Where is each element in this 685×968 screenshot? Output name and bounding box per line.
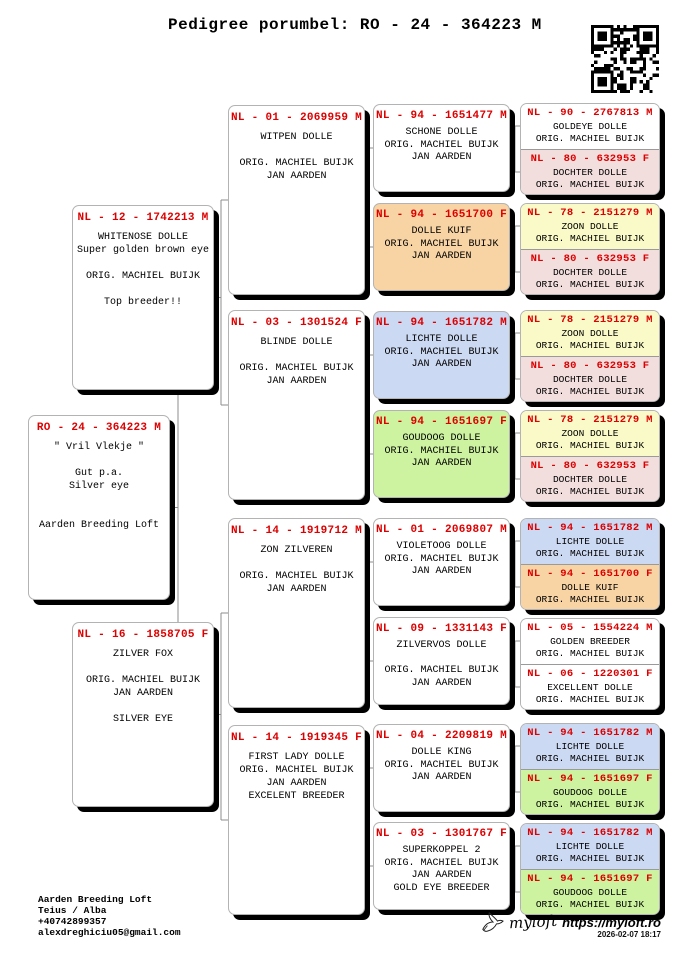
ring-number: NL - 06 - 1220301 F xyxy=(527,668,653,680)
pedigree-box xyxy=(228,105,365,295)
pedigree-text-line: ORIG. MACHIEL BUIJK xyxy=(535,853,645,864)
pedigree-text-line: ORIG. MACHIEL BUIJK xyxy=(384,759,499,771)
pedigree-text-line: ORIG. MACHIEL BUIJK xyxy=(535,233,645,244)
pedigree-text-line: GOLDEN BREEDER xyxy=(550,636,630,647)
pedigree-text-line: VIOLETOOG DOLLE xyxy=(396,541,487,552)
pedigree-text-line: ORIG. MACHIEL BUIJK xyxy=(535,340,645,351)
pedigree-box xyxy=(373,617,510,705)
pedigree-text-line: GOLDEYE DOLLE xyxy=(552,121,628,132)
pedigree-text-line: JAN AARDEN xyxy=(411,772,472,783)
pedigree-text-line: EXCELENT BREEDER xyxy=(248,791,345,802)
pedigree-text-line: DOLLE KUIF xyxy=(411,226,472,237)
ring-number: RO - 24 - 364223 M xyxy=(36,422,162,434)
pedigree-text-line: JAN AARDEN xyxy=(266,376,327,387)
pedigree-text-line xyxy=(229,349,364,362)
ring-number: NL - 94 - 1651782 M xyxy=(375,317,508,329)
pedigree-text-line: ZILVER FOX xyxy=(112,649,173,660)
pedigree-text-line xyxy=(29,493,169,506)
pedigree-box xyxy=(228,518,365,708)
ring-number: NL - 80 - 632953 F xyxy=(530,460,650,472)
pedigree-text-line: FIRST LADY DOLLE xyxy=(248,752,345,763)
pedigree-box xyxy=(373,822,510,910)
pedigree-text-line xyxy=(29,506,169,519)
pedigree-box xyxy=(521,724,659,769)
pedigree-box xyxy=(72,622,214,807)
pedigree-text-line: ORIG. MACHIEL BUIJK xyxy=(535,279,645,290)
pedigree-text-line: DOLLE KUIF xyxy=(561,582,619,593)
pedigree-box xyxy=(521,104,659,149)
pedigree-text-line: ORIG. MACHIEL BUIJK xyxy=(85,675,201,686)
page-title: Pedigree porumbel: RO - 24 - 364223 M xyxy=(168,16,542,34)
pedigree-text-line: ZON ZILVEREN xyxy=(260,545,333,556)
pedigree-box-pair xyxy=(520,823,660,915)
ring-number: NL - 90 - 2767813 M xyxy=(527,107,653,119)
ring-number: NL - 80 - 632953 F xyxy=(530,253,650,265)
breeder-loft-name: Aarden Breeding Loft xyxy=(38,894,153,905)
pedigree-box xyxy=(521,249,659,295)
pedigree-text-line: LICHTE DOLLE xyxy=(555,536,625,547)
pedigree-text-line: ZOON DOLLE xyxy=(561,428,619,439)
ring-number: NL - 94 - 1651697 F xyxy=(375,416,508,428)
ring-number: NL - 94 - 1651782 M xyxy=(527,827,653,839)
ring-number: NL - 94 - 1651782 M xyxy=(527,727,653,739)
ring-number: NL - 78 - 2151279 M xyxy=(527,414,653,426)
pedigree-text-line: JAN AARDEN xyxy=(411,359,472,370)
pedigree-box xyxy=(521,519,659,564)
pedigree-text-line: ORIG. MACHIEL BUIJK xyxy=(239,571,354,582)
breeder-email: alexdreghiciu05@gmail.com xyxy=(38,927,181,938)
pedigree-text-line: ZILVERVOS DOLLE xyxy=(396,640,487,651)
pigeon-logo-icon xyxy=(480,911,504,933)
pedigree-box-pair xyxy=(520,723,660,815)
pedigree-text-line xyxy=(374,653,509,666)
pedigree-text-line: JAN AARDEN xyxy=(266,778,327,789)
ring-number: NL - 78 - 2151279 M xyxy=(527,314,653,326)
pedigree-box xyxy=(228,310,365,500)
pedigree-box xyxy=(373,203,510,291)
ring-number: NL - 14 - 1919345 F xyxy=(230,732,363,744)
pedigree-box xyxy=(521,619,659,664)
myloft-url-link[interactable]: https://myloft.ro xyxy=(562,914,661,930)
pedigree-text-line: ORIG. MACHIEL BUIJK xyxy=(535,799,645,810)
pedigree-text-line: ORIG. MACHIEL BUIJK xyxy=(535,440,645,451)
ring-number: NL - 94 - 1651700 F xyxy=(375,209,508,221)
pedigree-box xyxy=(521,149,659,195)
pedigree-text-line: ORIG. MACHIEL BUIJK xyxy=(384,238,499,250)
pedigree-text-line: JAN AARDEN xyxy=(411,870,472,881)
pedigree-box xyxy=(521,664,659,710)
pedigree-box-pair xyxy=(520,203,660,295)
pedigree-text-line xyxy=(73,700,213,713)
pedigree-box-pair xyxy=(520,310,660,402)
myloft-logo-text: myloft xyxy=(508,911,558,933)
pedigree-text-line: JAN AARDEN xyxy=(266,584,327,595)
ring-number: NL - 80 - 632953 F xyxy=(530,360,650,372)
breeder-contact-info xyxy=(38,894,181,938)
breeder-location: Teius / Alba xyxy=(38,905,107,916)
pedigree-text-line: " Vril Vlekje " xyxy=(53,442,144,453)
pedigree-box xyxy=(521,456,659,502)
pedigree-text-line: SCHONE DOLLE xyxy=(405,127,478,138)
pedigree-text-line: ORIG. MACHIEL BUIJK xyxy=(535,386,645,397)
pedigree-text-line: BLINDE DOLLE xyxy=(260,337,333,348)
pedigree-text-line: LICHTE DOLLE xyxy=(555,741,625,752)
pedigree-text-line: DOCHTER DOLLE xyxy=(552,374,628,385)
pedigree-text-line: JAN AARDEN xyxy=(411,152,472,163)
pedigree-box xyxy=(373,104,510,192)
pedigree-text-line: GOLD EYE BREEDER xyxy=(393,882,490,894)
pedigree-text-line: Super golden brown eye xyxy=(76,245,210,256)
pedigree-text-line: ORIG. MACHIEL BUIJK xyxy=(535,648,645,659)
pedigree-text-line: ORIG. MACHIEL BUIJK xyxy=(535,594,645,605)
pedigree-box xyxy=(72,205,214,390)
pedigree-box xyxy=(521,769,659,815)
pedigree-text-line xyxy=(73,283,213,296)
pedigree-text-line: Top breeder!! xyxy=(103,297,182,308)
pedigree-box xyxy=(521,204,659,249)
pedigree-text-line: ORIG. MACHIEL BUIJK xyxy=(535,899,645,910)
pedigree-text-line: JAN AARDEN xyxy=(411,566,472,577)
pedigree-text-line: ORIG. MACHIEL BUIJK xyxy=(384,346,499,358)
pedigree-box xyxy=(521,311,659,356)
pedigree-box-pair xyxy=(520,518,660,610)
pedigree-text-line: ORIG. MACHIEL BUIJK xyxy=(535,179,645,190)
pedigree-text-line: SILVER EYE xyxy=(112,714,173,725)
pedigree-text-line xyxy=(229,144,364,157)
pedigree-text-line: Gut p.a. xyxy=(74,468,123,479)
ring-number: NL - 16 - 1858705 F xyxy=(77,629,209,641)
pedigree-box xyxy=(373,311,510,399)
pedigree-text-line: ORIG. MACHIEL BUIJK xyxy=(239,765,354,776)
ring-number: NL - 94 - 1651697 F xyxy=(527,773,653,785)
pedigree-text-line: GOUDOOG DOLLE xyxy=(552,887,628,898)
pedigree-box-pair xyxy=(520,410,660,502)
pedigree-box xyxy=(521,411,659,456)
pedigree-text-line: ORIG. MACHIEL BUIJK xyxy=(384,445,499,457)
pedigree-text-line: WHITENOSE DOLLE xyxy=(97,232,188,243)
pedigree-text-line: ORIG. MACHIEL BUIJK xyxy=(239,158,354,169)
pedigree-text-line: ZOON DOLLE xyxy=(561,221,619,232)
pedigree-text-line: ORIG. MACHIEL BUIJK xyxy=(384,665,499,676)
pedigree-box-pair xyxy=(520,103,660,195)
ring-number: NL - 09 - 1331143 F xyxy=(375,623,508,635)
pedigree-text-line: DOCHTER DOLLE xyxy=(552,167,628,178)
ring-number: NL - 05 - 1554224 M xyxy=(527,622,653,634)
pedigree-box xyxy=(28,415,170,600)
pedigree-box xyxy=(373,410,510,498)
pedigree-text-line xyxy=(229,557,364,570)
ring-number: NL - 78 - 2151279 M xyxy=(527,207,653,219)
pedigree-box-pair xyxy=(520,618,660,710)
pedigree-text-line: GOUDOOG DOLLE xyxy=(402,433,481,444)
pedigree-text-line: ORIG. MACHIEL BUIJK xyxy=(535,548,645,559)
generation-timestamp: 2026-02-07 18:17 xyxy=(597,930,661,939)
pedigree-text-line: ORIG. MACHIEL BUIJK xyxy=(239,363,354,374)
pedigree-text-line: SUPERKOPPEL 2 xyxy=(402,845,481,856)
pedigree-text-line: JAN AARDEN xyxy=(411,677,472,689)
pedigree-text-line: ORIG. MACHIEL BUIJK xyxy=(384,857,499,869)
pedigree-text-line: ZOON DOLLE xyxy=(561,328,619,339)
pedigree-text-line: EXCELLENT DOLLE xyxy=(547,682,633,693)
pedigree-text-line: WITPEN DOLLE xyxy=(260,132,333,143)
ring-number: NL - 94 - 1651697 F xyxy=(527,873,653,885)
pedigree-box xyxy=(373,724,510,812)
pedigree-box xyxy=(521,356,659,402)
pedigree-text-line: ORIG. MACHIEL BUIJK xyxy=(535,753,645,764)
pedigree-text-line: DOCHTER DOLLE xyxy=(552,267,628,278)
ring-number: NL - 03 - 1301524 F xyxy=(230,317,363,329)
pedigree-box xyxy=(521,824,659,869)
pedigree-box xyxy=(521,564,659,610)
pedigree-text-line: ORIG. MACHIEL BUIJK xyxy=(384,553,499,565)
pedigree-text-line: LICHTE DOLLE xyxy=(405,334,478,345)
ring-number: NL - 01 - 2069807 M xyxy=(375,524,508,536)
pedigree-text-line: JAN AARDEN xyxy=(112,688,173,699)
ring-number: NL - 94 - 1651782 M xyxy=(527,522,653,534)
ring-number: NL - 14 - 1919712 M xyxy=(230,525,363,537)
pedigree-box xyxy=(228,725,365,915)
ring-number: NL - 12 - 1742213 M xyxy=(77,212,209,224)
pedigree-text-line: ORIG. MACHIEL BUIJK xyxy=(535,133,645,144)
pedigree-text-line: DOLLE KING xyxy=(411,747,472,758)
pedigree-text-line xyxy=(73,661,213,674)
pedigree-text-line: JAN AARDEN xyxy=(411,251,472,262)
pedigree-text-line: ORIG. MACHIEL BUIJK xyxy=(535,486,645,497)
pedigree-text-line: Aarden Breeding Loft xyxy=(38,520,160,531)
pedigree-box xyxy=(521,869,659,915)
pedigree-text-line: Silver eye xyxy=(68,481,129,492)
pedigree-text-line: DOCHTER DOLLE xyxy=(552,474,628,485)
pedigree-box xyxy=(373,518,510,606)
pedigree-text-line: GOUDOOG DOLLE xyxy=(552,787,628,798)
pedigree-text-line xyxy=(29,454,169,467)
pedigree-text-line: JAN AARDEN xyxy=(411,458,472,469)
ring-number: NL - 80 - 632953 F xyxy=(530,153,650,165)
pedigree-text-line: LICHTE DOLLE xyxy=(555,841,625,852)
pedigree-text-line: ORIG. MACHIEL BUIJK xyxy=(535,694,645,705)
ring-number: NL - 94 - 1651700 F xyxy=(527,568,653,580)
ring-number: NL - 01 - 2069959 M xyxy=(230,112,363,124)
pedigree-text-line: ORIG. MACHIEL BUIJK xyxy=(384,139,499,151)
ring-number: NL - 03 - 1301767 F xyxy=(375,828,508,840)
pedigree-text-line xyxy=(73,257,213,270)
pedigree-text-line: JAN AARDEN xyxy=(266,171,327,182)
ring-number: NL - 94 - 1651477 M xyxy=(375,110,508,122)
breeder-phone: +40742899357 xyxy=(38,916,107,927)
pedigree-text-line: ORIG. MACHIEL BUIJK xyxy=(85,271,201,282)
ring-number: NL - 04 - 2209819 M xyxy=(375,730,508,742)
